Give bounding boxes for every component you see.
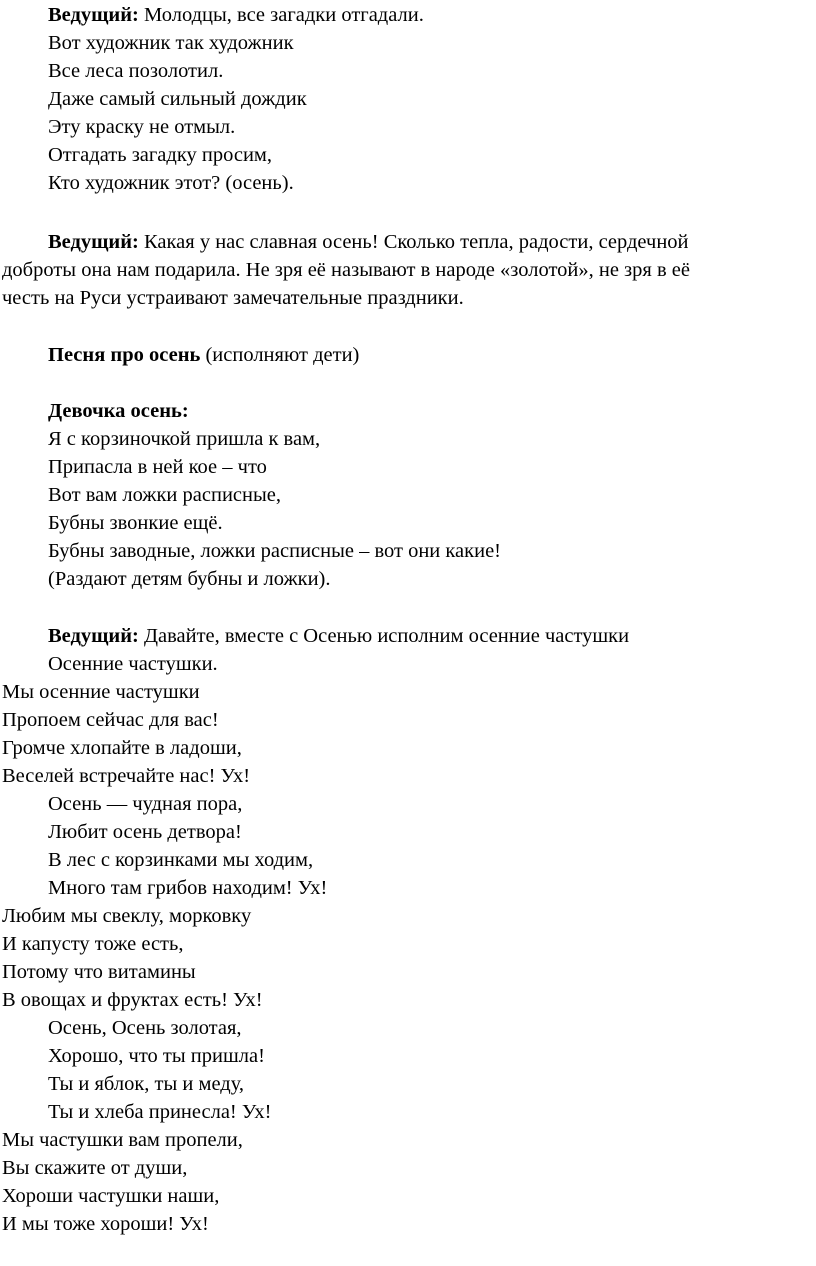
song-note: (исполняют дети)	[200, 344, 360, 366]
host-paragraph-line: честь на Руси устраивают замечательные праздники.	[2, 287, 464, 309]
verse-line: Хороши частушки наши,	[2, 1185, 220, 1207]
host-paragraph-line	[48, 228, 689, 256]
song-line	[48, 341, 359, 369]
section-subtitle: Осенние частушки.	[48, 653, 218, 675]
verse-line: Осень, Осень золотая,	[48, 1017, 242, 1039]
verse-line: В лес с корзинками мы ходим,	[48, 849, 314, 871]
verse-line: Любим мы свеклу, морковку	[2, 905, 252, 927]
verse-line: В овощах и фруктах есть! Ух!	[2, 989, 263, 1011]
verse-line: Пропоем сейчас для вас!	[2, 709, 219, 731]
verse-line: Я с корзиночкой пришла к вам,	[48, 428, 321, 450]
verse-line: Ты и яблок, ты и меду,	[48, 1073, 245, 1095]
verse-line: Громче хлопайте в ладоши,	[2, 737, 242, 759]
verse-line: Любит осень детвора!	[48, 821, 242, 843]
riddle-line: Отгадать загадку просим,	[48, 144, 273, 166]
host-text: Молодцы, все загадки отгадали.	[138, 4, 424, 26]
song-title: Песня про осень	[48, 344, 201, 366]
verse-line: Осень — чудная пора,	[48, 793, 243, 815]
verse-line: И капусту тоже есть,	[2, 933, 184, 955]
verse-line: Мы частушки вам пропели,	[2, 1129, 243, 1151]
verse-line: Потому что витамины	[2, 961, 196, 983]
speaker-label: Девочка осень:	[48, 400, 189, 422]
speaker-label: Ведущий:	[48, 625, 139, 647]
riddle-line: Кто художник этот? (осень).	[48, 172, 294, 194]
riddle-line: Эту краску не отмыл.	[48, 116, 236, 138]
speaker-label: Ведущий:	[48, 4, 139, 26]
verse-line: И мы тоже хороши! Ух!	[2, 1213, 209, 1235]
verse-line: Вы скажите от души,	[2, 1157, 188, 1179]
verse-line: (Раздают детям бубны и ложки).	[48, 568, 331, 590]
verse-line: Бубны заводные, ложки расписные – вот они какие!	[48, 540, 502, 562]
verse-line: Веселей встречайте нас! Ух!	[2, 765, 251, 787]
riddle-line: Вот художник так художник	[48, 32, 294, 54]
verse-line: Мы осенние частушки	[2, 681, 200, 703]
speaker-label: Ведущий:	[48, 231, 139, 253]
verse-line: Припасла в ней кое – что	[48, 456, 267, 478]
verse-line: Много там грибов находим! Ух!	[48, 877, 328, 899]
verse-line: Ты и хлеба принесла! Ух!	[48, 1101, 272, 1123]
verse-line: Хорошо, что ты пришла!	[48, 1045, 265, 1067]
host-text: Давайте, вместе с Осенью исполним осенние частушки	[138, 625, 630, 647]
host-text: Какая у нас славная осень! Сколько тепла, радости, сердечной	[138, 231, 689, 253]
riddle-line: Даже самый сильный дождик	[48, 88, 307, 110]
host-line	[48, 1, 424, 29]
host-paragraph-line: доброты она нам подарила. Не зря её называют в народе «золотой», не зря в её	[2, 259, 690, 281]
verse-line: Вот вам ложки расписные,	[48, 484, 281, 506]
verse-line: Бубны звонкие ещё.	[48, 512, 223, 534]
host-line	[48, 622, 629, 650]
riddle-line: Все леса позолотил.	[48, 60, 224, 82]
